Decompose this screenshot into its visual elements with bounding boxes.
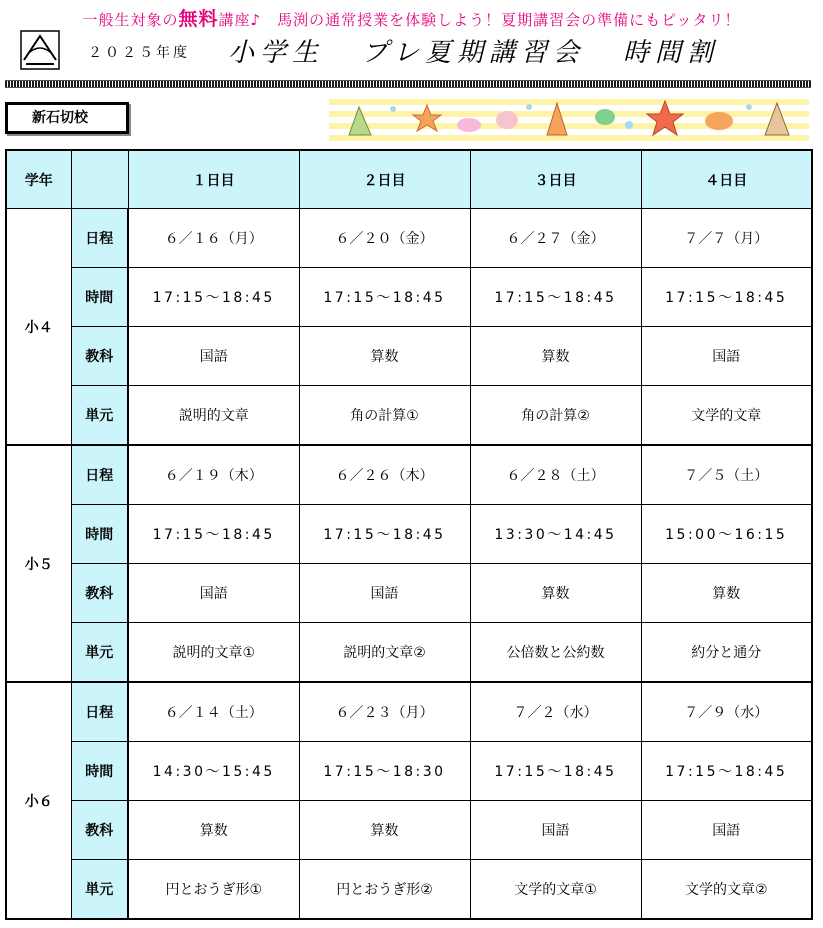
schedule-cell: 公倍数と公約数: [470, 623, 641, 683]
unit-row: [6, 623, 812, 683]
pebble-icon: [496, 111, 518, 129]
bubble-icon: [390, 106, 396, 112]
day-header: ４日目: [641, 150, 812, 209]
schedule-cell: 説明的文章②: [299, 623, 470, 683]
banner-text-post: 講座♪ 馬渕の通常授業を体験しよう！夏期講習会の準備にもピッタリ！: [218, 11, 741, 29]
schedule-cell: 17:15～18:45: [470, 268, 641, 327]
schedule-cell: 算数: [299, 801, 470, 860]
promo-banner: [0, 4, 823, 31]
schedule-cell: 国語: [641, 327, 812, 386]
schedule-cell: 文学的文章①: [470, 860, 641, 920]
schedule-cell: ６／２０（金）: [299, 209, 470, 268]
schedule-cell: ７／５（土）: [641, 445, 812, 505]
row-label: 単元: [71, 623, 128, 683]
schedule-cell: 17:15～18:45: [299, 505, 470, 564]
unit-row: [6, 860, 812, 920]
bubble-icon: [746, 104, 752, 110]
bubble-icon: [526, 104, 532, 110]
schedule-cell: 17:15～18:45: [299, 268, 470, 327]
schedule-cell: 13:30～14:45: [470, 505, 641, 564]
row-label: 日程: [71, 682, 128, 742]
schedule-cell: ６／１９（木）: [128, 445, 299, 505]
row-label: 時間: [71, 268, 128, 327]
schedule-cell: 国語: [128, 327, 299, 386]
pebble-icon: [705, 112, 733, 130]
row-label: 時間: [71, 505, 128, 564]
schedule-cell: ６／１４（土）: [128, 682, 299, 742]
schedule-cell: 17:15～18:30: [299, 742, 470, 801]
banner-free: 無料: [178, 8, 219, 30]
fiscal-year: ２０２５年度: [88, 45, 190, 61]
row-label: 時間: [71, 742, 128, 801]
day-header: １日目: [128, 150, 299, 209]
schedule-cell: 14:30～15:45: [128, 742, 299, 801]
subject-row: [6, 801, 812, 860]
title-part-b: プレ夏期講習会: [362, 38, 585, 68]
row-label: 日程: [71, 209, 128, 268]
schedule-cell: 円とおうぎ形②: [299, 860, 470, 920]
schedule-cell: 国語: [641, 801, 812, 860]
schedule-cell: 円とおうぎ形①: [128, 860, 299, 920]
grade-label: 小５: [6, 445, 71, 682]
schedule-cell: ６／２７（金）: [470, 209, 641, 268]
day-header: ３日目: [470, 150, 641, 209]
schedule-cell: ６／２６（木）: [299, 445, 470, 505]
schedule-cell: 国語: [299, 564, 470, 623]
schedule-cell: 算数: [470, 564, 641, 623]
grade-label: 小４: [6, 209, 71, 446]
schedule-cell: ６／２３（月）: [299, 682, 470, 742]
header-spacer: [71, 150, 128, 209]
subject-row: [6, 327, 812, 386]
date-row: [6, 209, 812, 268]
row-label: 教科: [71, 564, 128, 623]
page-title: [228, 32, 719, 69]
schedule-cell: ６／２８（土）: [470, 445, 641, 505]
schedule-cell: 説明的文章①: [128, 623, 299, 683]
schedule-cell: 文学的文章: [641, 386, 812, 446]
grade-label: 小６: [6, 682, 71, 919]
schedule-cell: 約分と通分: [641, 623, 812, 683]
schedule-cell: 国語: [470, 801, 641, 860]
schedule-cell: ７／７（月）: [641, 209, 812, 268]
schedule-cell: 角の計算②: [470, 386, 641, 446]
row-label: 日程: [71, 445, 128, 505]
schedule-cell: 国語: [128, 564, 299, 623]
schedule-cell: 算数: [470, 327, 641, 386]
subject-row: [6, 564, 812, 623]
schedule-cell: 17:15～18:45: [128, 505, 299, 564]
bubble-icon: [625, 121, 633, 129]
title-part-c: 時間割: [622, 38, 719, 68]
date-row: [6, 682, 812, 742]
schedule-cell: 説明的文章: [128, 386, 299, 446]
schedule-cell: 15:00～16:15: [641, 505, 812, 564]
banner-text-pre: 一般生対象の: [82, 11, 179, 29]
time-row: [6, 505, 812, 564]
schedule-cell: 17:15～18:45: [470, 742, 641, 801]
unit-row: [6, 386, 812, 446]
schedule-cell: 17:15～18:45: [641, 268, 812, 327]
title-part-a: 小学生: [228, 38, 325, 68]
schedule-cell: 算数: [128, 801, 299, 860]
pebble-icon: [595, 109, 615, 125]
schedule-cell: 17:15～18:45: [128, 268, 299, 327]
schedule-cell: 算数: [641, 564, 812, 623]
schedule-cell: 文学的文章②: [641, 860, 812, 920]
schedule-cell: ７／２（水）: [470, 682, 641, 742]
schedule-cell: ７／９（水）: [641, 682, 812, 742]
date-row: [6, 445, 812, 505]
schedule-cell: 角の計算①: [299, 386, 470, 446]
pebble-icon: [457, 118, 481, 132]
schedule-table: [5, 149, 813, 920]
row-label: 教科: [71, 327, 128, 386]
header-divider: [5, 80, 811, 88]
time-row: [6, 742, 812, 801]
schedule-cell: ６／１６（月）: [128, 209, 299, 268]
row-label: 単元: [71, 860, 128, 920]
day-header: ２日目: [299, 150, 470, 209]
row-label: 教科: [71, 801, 128, 860]
table-header-row: [6, 150, 812, 209]
mabuchi-logo-icon: [20, 30, 60, 70]
schedule-cell: 17:15～18:45: [641, 742, 812, 801]
grade-column-header: 学年: [6, 150, 71, 209]
row-label: 単元: [71, 386, 128, 446]
time-row: [6, 268, 812, 327]
schedule-cell: 算数: [299, 327, 470, 386]
seashell-starfish-border: [329, 95, 809, 143]
school-name-box: 新石切校: [5, 102, 129, 134]
